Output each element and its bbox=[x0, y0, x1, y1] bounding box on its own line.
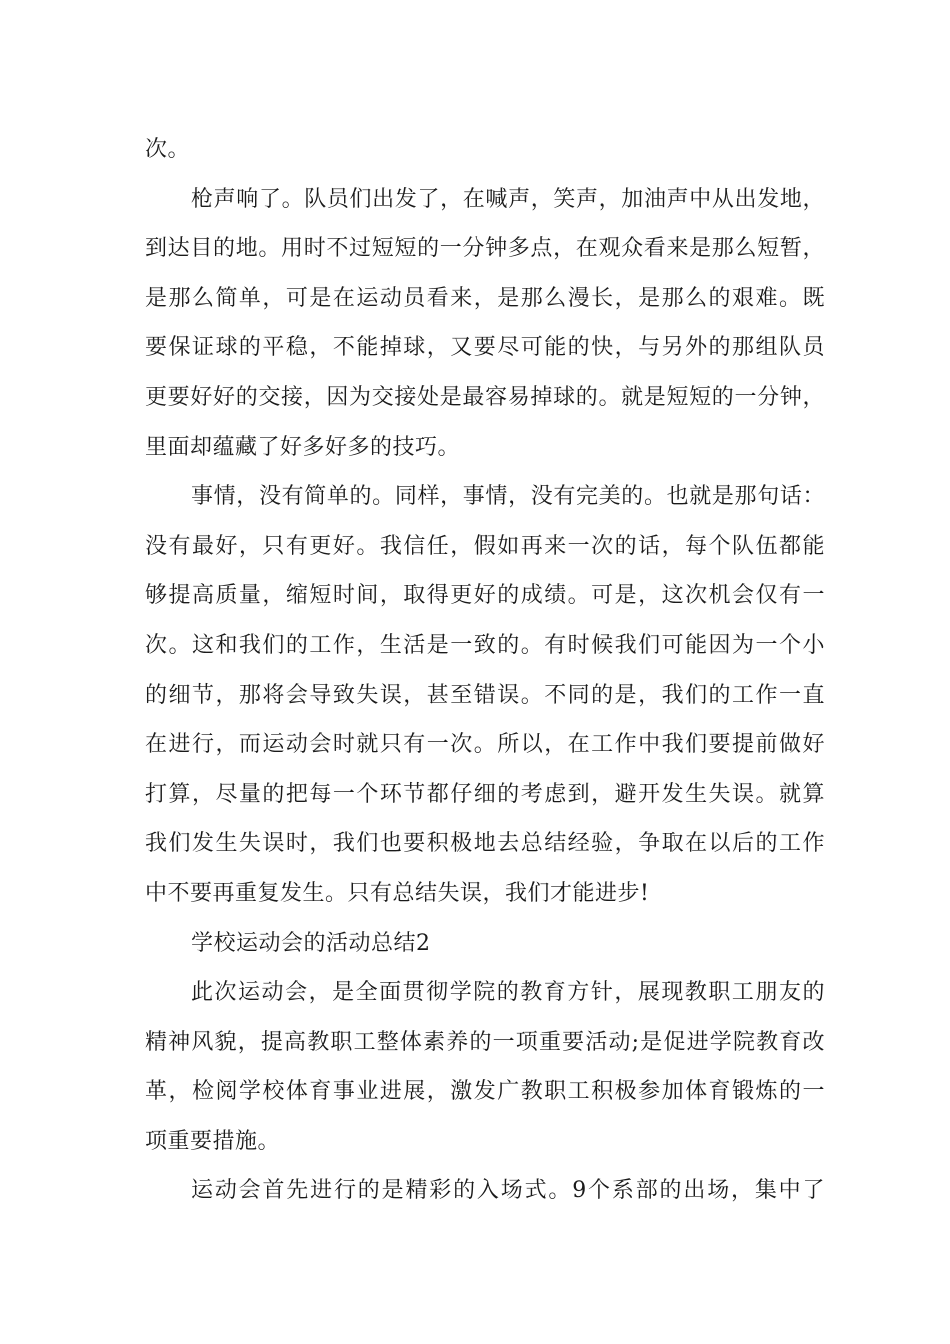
text-line: 精神风貌，提高教职工整体素养的一项重要活动;是促进学院教育改 bbox=[145, 1029, 825, 1055]
document-body bbox=[145, 125, 825, 1216]
text-line: 此次运动会，是全面贯彻学院的教育方针，展现教职工朋友的 bbox=[191, 980, 825, 1006]
text-line: 里面却蕴藏了好多好多的技巧。 bbox=[145, 434, 461, 460]
text-line: 枪声响了。队员们出发了，在喊声，笑声，加油声中从出发地， bbox=[191, 186, 825, 212]
text-line: 是那么简单，可是在运动员看来，是那么漫长，是那么的艰难。既 bbox=[145, 285, 825, 311]
text-line: 次。这和我们的工作，生活是一致的。有时候我们可能因为一个小 bbox=[145, 632, 825, 658]
text-line: 要保证球的平稳，不能掉球，又要尽可能的快，与另外的那组队员 bbox=[145, 335, 825, 361]
text-line: 没有最好，只有更好。我信任，假如再来一次的话，每个队伍都能 bbox=[145, 533, 825, 559]
text-line: 打算，尽量的把每一个环节都仔细的考虑到，避开发生失误。就算 bbox=[145, 781, 825, 807]
text-line: 运动会首先进行的是精彩的入场式。9个系部的出场，集中了 bbox=[191, 1178, 825, 1204]
text-line: 更要好好的交接，因为交接处是最容易掉球的。就是短短的一分钟， bbox=[145, 384, 825, 410]
text-line: 我们发生失误时，我们也要积极地去总结经验，争取在以后的工作 bbox=[145, 831, 825, 857]
text-line: 的细节，那将会导致失误，甚至错误。不同的是，我们的工作一直 bbox=[145, 682, 825, 708]
text-line: 学校运动会的活动总结2 bbox=[191, 930, 431, 956]
text-line: 中不要再重复发生。只有总结失误，我们才能进步! bbox=[145, 880, 650, 906]
text-line: 到达目的地。用时不过短短的一分钟多点，在观众看来是那么短暂， bbox=[145, 236, 825, 262]
text-line: 事情，没有简单的。同样，事情，没有完美的。也就是那句话： bbox=[191, 484, 825, 510]
text-line: 次。 bbox=[145, 137, 191, 162]
text-line: 在进行，而运动会时就只有一次。所以，在工作中我们要提前做好 bbox=[145, 732, 825, 758]
text-line: 革，检阅学校体育事业进展，激发广教职工积极参加体育锻炼的一 bbox=[145, 1079, 825, 1105]
text-line: 够提高质量，缩短时间，取得更好的成绩。可是，这次机会仅有一 bbox=[145, 583, 825, 609]
text-line: 项重要措施。 bbox=[145, 1128, 281, 1154]
